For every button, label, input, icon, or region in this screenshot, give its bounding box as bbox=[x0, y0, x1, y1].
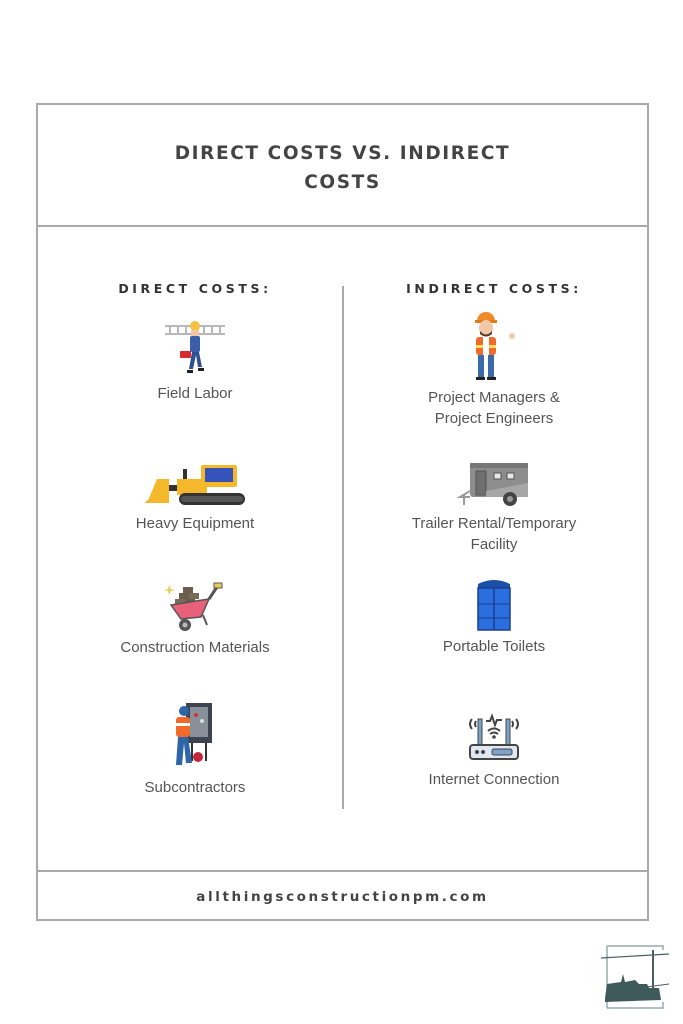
router-icon bbox=[466, 713, 522, 765]
bulldozer-icon bbox=[143, 461, 247, 509]
list-item-portable-toilets bbox=[344, 576, 644, 657]
item-label: Field Labor bbox=[157, 385, 233, 402]
wheelbarrow-bricks-icon bbox=[163, 581, 227, 633]
item-label bbox=[344, 513, 644, 555]
trailer-icon bbox=[456, 461, 532, 509]
list-item-subcontractors bbox=[45, 701, 345, 798]
list-item-heavy-equipment bbox=[45, 461, 345, 534]
electrician-panel-icon bbox=[170, 701, 220, 773]
item-label: Construction Materials bbox=[120, 639, 270, 656]
item-label bbox=[344, 387, 644, 429]
infographic-card bbox=[36, 103, 649, 921]
engineer-pointing-icon bbox=[464, 311, 524, 383]
worker-with-ladder-icon bbox=[160, 317, 230, 379]
footer bbox=[38, 870, 647, 921]
portable-toilet-icon bbox=[474, 576, 514, 632]
item-label: Heavy Equipment bbox=[135, 515, 255, 532]
construction-logo-icon bbox=[599, 944, 671, 1010]
item-label: Subcontractors bbox=[144, 779, 246, 796]
indirect-costs-heading: INDIRECT COSTS: bbox=[406, 281, 582, 296]
direct-costs-column bbox=[45, 281, 345, 796]
item-label-text: Project Managers & Project Engineers bbox=[428, 389, 560, 427]
list-item-construction-materials bbox=[45, 581, 345, 658]
direct-costs-heading: DIRECT COSTS: bbox=[118, 281, 272, 296]
indirect-costs-column bbox=[344, 281, 644, 788]
header bbox=[38, 105, 647, 227]
list-item-project-managers bbox=[344, 311, 644, 429]
item-label-text: Trailer Rental/Temporary Facility bbox=[411, 515, 577, 553]
list-item-trailer-rental bbox=[344, 461, 644, 555]
list-item-field-labor bbox=[45, 317, 345, 404]
list-item-internet-connection bbox=[344, 713, 644, 790]
website-link[interactable]: allthingsconstructionpm.com bbox=[196, 888, 489, 905]
item-label: Portable Toilets bbox=[442, 638, 546, 655]
page-title: DIRECT COSTS VS. INDIRECT COSTS bbox=[174, 143, 511, 193]
item-label: Internet Connection bbox=[428, 771, 560, 788]
